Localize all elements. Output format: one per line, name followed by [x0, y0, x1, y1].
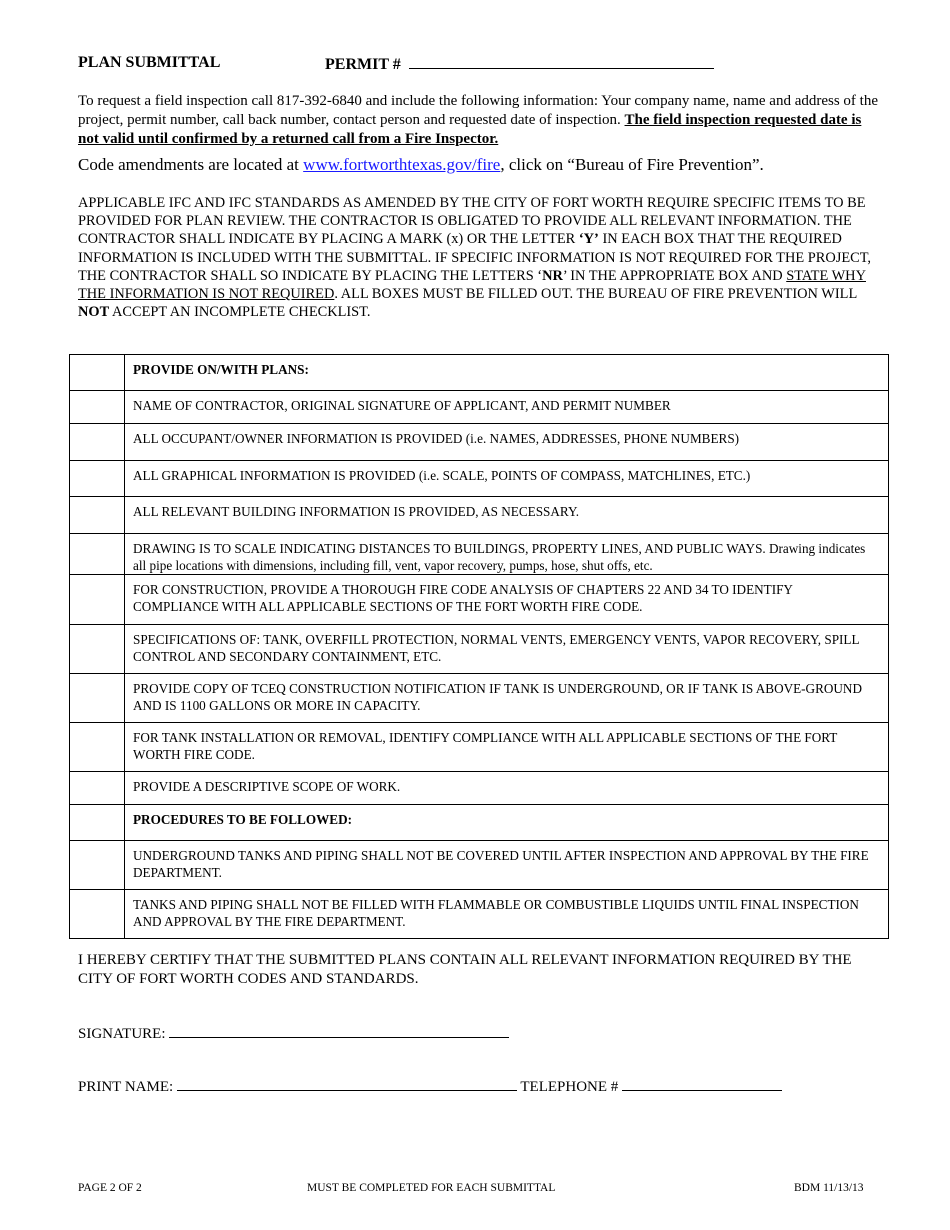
checklist-row: [70, 723, 889, 772]
checklist-item-text: PROVIDE ON/WITH PLANS:: [125, 355, 889, 391]
checklist-checkbox[interactable]: [70, 674, 125, 723]
nr-mark: NR: [542, 267, 563, 284]
signature-line[interactable]: [169, 1023, 509, 1038]
checklist-item-text: PROCEDURES TO BE FOLLOWED:: [125, 805, 889, 841]
certification-text: I HEREBY CERTIFY THAT THE SUBMITTED PLANS CONTAIN ALL RELEVANT INFORMATION REQUIRED BY THE CITY OF FORT WORTH CODES AND STANDARDS.: [78, 952, 852, 987]
checklist-checkbox[interactable]: [70, 772, 125, 805]
checklist-checkbox[interactable]: [70, 391, 125, 424]
telephone-line[interactable]: [622, 1076, 782, 1091]
intro-text: To request a field inspection call 817-392-6840 and include the following information: Your company name, name and address of the project, permit number, call back number, contact person and requested date of inspection.: [78, 93, 879, 128]
checklist-checkbox[interactable]: [70, 461, 125, 497]
checklist-item-text: ALL RELEVANT BUILDING INFORMATION IS PROVIDED, AS NECESSARY.: [125, 497, 889, 534]
checklist-row: [70, 424, 889, 461]
checklist-checkbox[interactable]: [70, 841, 125, 890]
checklist-checkbox[interactable]: [70, 723, 125, 772]
permit-line[interactable]: [409, 54, 714, 69]
checklist-item-text: PROVIDE A DESCRIPTIVE SCOPE OF WORK.: [125, 772, 889, 805]
checklist-checkbox[interactable]: [70, 534, 125, 575]
checklist-item-text: FOR CONSTRUCTION, PROVIDE A THOROUGH FIRE CODE ANALYSIS OF CHAPTERS 22 AND 34 TO IDENTIFY COMPLIANCE WITH ALL APPLICABLE SECTIONS OF THE FORT WORTH FIRE CODE.: [125, 575, 889, 625]
checklist-row: [70, 391, 889, 424]
checklist-row: [70, 534, 889, 575]
checklist-item-text: ALL GRAPHICAL INFORMATION IS PROVIDED (i.e. SCALE, POINTS OF COMPASS, MATCHLINES, ETC.): [125, 461, 889, 497]
checklist-row: [70, 355, 889, 391]
checklist-item-text: TANKS AND PIPING SHALL NOT BE FILLED WITH FLAMMABLE OR COMBUSTIBLE LIQUIDS UNTIL FINAL INSPECTION AND APPROVAL BY THE FIRE DEPARTMENT.: [125, 890, 889, 939]
checklist-row: [70, 805, 889, 841]
inspection-intro: [78, 92, 878, 149]
checklist-item-text: NAME OF CONTRACTOR, ORIGINAL SIGNATURE OF APPLICANT, AND PERMIT NUMBER: [125, 391, 889, 424]
signature-field[interactable]: [78, 1023, 509, 1044]
checklist-row: [70, 625, 889, 674]
code-prefix: Code amendments are located at: [78, 155, 299, 174]
code-suffix: , click on “Bureau of Fire Prevention”.: [500, 155, 764, 174]
checklist-row: [70, 890, 889, 939]
checklist-row: [70, 841, 889, 890]
not-mark: NOT: [78, 304, 110, 321]
permit-label: PERMIT #: [325, 56, 401, 73]
checklist-checkbox[interactable]: [70, 890, 125, 939]
checklist-row: [70, 497, 889, 534]
page-number: PAGE 2 OF 2: [78, 1182, 142, 1194]
permit-field[interactable]: [325, 54, 714, 74]
revision-code: BDM 11/13/13: [794, 1182, 864, 1194]
instructions-part1: APPLICABLE IFC AND IFC STANDARDS AS AMENDED BY THE CITY OF FORT WORTH REQUIRE SPECIFIC ITEMS TO BE PROVIDED FOR PLAN REVIEW. THE CONTRACTOR IS OBLIGATED TO PROVIDE ALL RELEVANT INFORMATION. THE CONTRACTOR SHALL INDICATE BY PLACING A MARK (x) OR THE LETTER: [78, 195, 866, 248]
checklist-item-text: DRAWING IS TO SCALE INDICATING DISTANCES TO BUILDINGS, PROPERTY LINES, AND PUBLIC WAYS. Drawing indicates all pipe locations with dimensions, including fill, vent, vapor recovery, pumps, hose, shut offs, etc.: [125, 534, 889, 575]
checklist-item-text: PROVIDE COPY OF TCEQ CONSTRUCTION NOTIFICATION IF TANK IS UNDERGROUND, OR IF TANK IS ABOVE-GROUND AND IS 1100 GALLONS OR MORE IN CAPACITY.: [125, 674, 889, 723]
checklist-checkbox[interactable]: [70, 805, 125, 841]
checklist-row: [70, 674, 889, 723]
checklist-row: [70, 575, 889, 625]
instructions-part3: ’ IN THE APPROPRIATE BOX AND: [562, 267, 787, 284]
code-amendments: [78, 155, 764, 175]
instructions-part2: IN EACH BOX THAT THE REQUIRED INFORMATION IS INCLUDED WITH THE SUBMITTAL. IF SPECIFIC INFORMATION IS NOT REQUIRED FOR THE PROJECT, THE CONTRACTOR SHALL SO INDICATE BY PLACING THE LETTERS ‘: [78, 231, 872, 284]
checklist-item-text: UNDERGROUND TANKS AND PIPING SHALL NOT BE COVERED UNTIL AFTER INSPECTION AND APPROVAL BY THE FIRE DEPARTMENT.: [125, 841, 889, 890]
signature-label: SIGNATURE:: [78, 1026, 166, 1042]
checklist-item-text: FOR TANK INSTALLATION OR REMOVAL, IDENTIFY COMPLIANCE WITH ALL APPLICABLE SECTIONS OF THE FORT WORTH FIRE CODE.: [125, 723, 889, 772]
checklist-checkbox[interactable]: [70, 497, 125, 534]
instructions-part4: . ALL BOXES MUST BE FILLED OUT. THE BUREAU OF FIRE PREVENTION WILL: [334, 286, 857, 303]
print-name-line[interactable]: [177, 1076, 517, 1091]
checklist-table: [69, 354, 889, 939]
checklist-item-text: SPECIFICATIONS OF: TANK, OVERFILL PROTECTION, NORMAL VENTS, EMERGENCY VENTS, VAPOR RECOVERY, SPILL CONTROL AND SECONDARY CONTAINMENT, ETC.: [125, 625, 889, 674]
checklist-item-text: ALL OCCUPANT/OWNER INFORMATION IS PROVIDED (i.e. NAMES, ADDRESSES, PHONE NUMBERS): [125, 424, 889, 461]
fire-website-link[interactable]: www.fortworthtexas.gov/fire: [303, 155, 501, 174]
instructions-underlined: STATE WHY THE INFORMATION IS NOT REQUIRED: [78, 267, 866, 303]
checklist-row: [70, 461, 889, 497]
checklist-checkbox[interactable]: [70, 575, 125, 625]
form-title: PLAN SUBMITTAL: [78, 54, 221, 71]
checklist-checkbox[interactable]: [70, 625, 125, 674]
print-name-label: PRINT NAME:: [78, 1079, 174, 1095]
checklist-checkbox[interactable]: [70, 424, 125, 461]
instructions-part5: ACCEPT AN INCOMPLETE CHECKLIST.: [109, 304, 371, 321]
checklist-row: [70, 772, 889, 805]
intro-warning: The field inspection requested date is not valid until confirmed by a returned call from a Fire Inspector.: [78, 112, 862, 147]
footer-note: MUST BE COMPLETED FOR EACH SUBMITTAL: [307, 1182, 556, 1194]
checklist-checkbox[interactable]: [70, 355, 125, 391]
telephone-label: TELEPHONE #: [520, 1079, 619, 1095]
print-name-row: [78, 1076, 782, 1097]
y-mark: ‘Y’: [578, 231, 599, 248]
instructions: [78, 194, 878, 321]
